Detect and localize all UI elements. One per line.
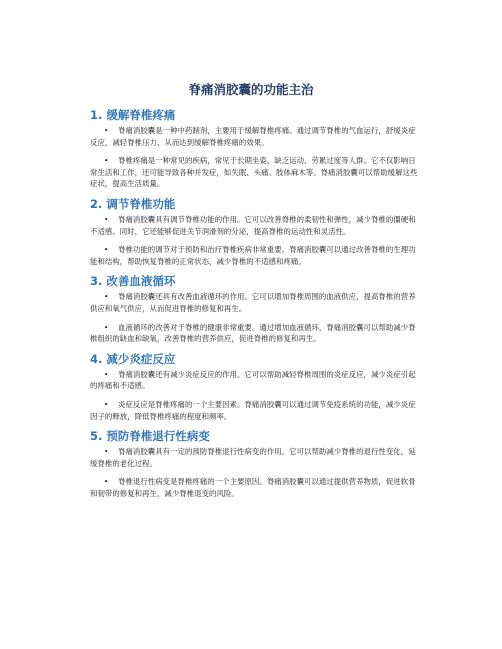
bullet-list — [90, 214, 420, 267]
list-item-text: 脊痛消胶囊是一种中药制剂，主要用于缓解脊椎疼痛。通过调节脊椎的气血运行，舒缓炎症反应，减轻脊椎压力，从而达到缓解脊椎疼痛的效果。 — [90, 126, 416, 147]
list-item-text: 脊痛消胶囊具有一定的预防脊椎退行性病变的作用。它可以帮助减少脊椎的退行性变化，延缓脊椎的老化过程。 — [90, 447, 416, 468]
list-item-text: 脊椎功能的调节对于预防和治疗脊椎疾病非常重要。脊痛消胶囊可以通过改善脊椎的生理功能和结构，帮助恢复脊椎的正常状态，减少脊椎的不适感和疼痛。 — [90, 245, 416, 266]
section-heading: 2. 调节脊椎功能 — [90, 196, 176, 211]
list-item — [90, 155, 420, 190]
bullet-list — [90, 446, 420, 499]
section-heading: 5. 预防脊椎退行性病变 — [90, 429, 210, 444]
section-5 — [90, 429, 420, 499]
section-heading: 3. 改善血液循环 — [90, 274, 176, 289]
bullet-dot-icon: • — [104, 214, 109, 224]
list-item — [90, 476, 420, 499]
section-2 — [90, 197, 420, 267]
section-1 — [90, 108, 420, 190]
bullet-dot-icon: • — [104, 245, 109, 255]
bullet-dot-icon: • — [104, 156, 109, 166]
list-item-text: 脊痛消胶囊还具有改善血液循环的作用。它可以增加脊椎周围的血液供应，提高脊椎的营养供应和氧气供应，从而促进脊椎的修复和再生。 — [90, 292, 416, 313]
bullet-list — [90, 291, 420, 344]
list-item-text: 炎症反应是脊椎疼痛的一个主要因素。脊痛消胶囊可以通过调节免疫系统的功能，减少炎症因子的释放，降低脊椎疼痛的程度和频率。 — [90, 399, 416, 421]
bullet-dot-icon: • — [104, 322, 109, 332]
list-item-text: 脊椎退行性病变是脊椎疼痛的一个主要原因。脊痛消胶囊可以通过提供营养物质，促进软骨和韧带的修复和再生，减少脊椎退变的风险。 — [90, 477, 416, 498]
bullet-dot-icon: • — [104, 369, 109, 379]
list-item — [90, 214, 420, 237]
section-heading: 4. 减少炎症反应 — [90, 351, 176, 366]
document-body — [90, 108, 420, 506]
section-3 — [90, 274, 420, 344]
bullet-list — [90, 125, 420, 190]
list-item — [90, 369, 420, 392]
list-item — [90, 244, 420, 267]
list-item-text: 血液循环的改善对于脊椎的健康非常重要。通过增加血液循环，脊痛消胶囊可以帮助减少脊椎组织的缺血和缺氧，改善脊椎的营养供应，促进脊椎的修复和再生。 — [90, 322, 416, 344]
document-title: 脊痛消胶囊的功能主治 — [188, 82, 314, 97]
bullet-dot-icon: • — [104, 126, 109, 135]
section-4 — [90, 352, 420, 422]
list-item — [90, 446, 420, 469]
bullet-dot-icon: • — [104, 292, 109, 302]
list-item — [90, 322, 420, 345]
list-item-text: 脊椎疼痛是一种常见的疾病，常见于长期坐姿、缺乏运动、劳累过度等人群。它不仅影响日常生活和工作，还可能导致各种并发症，如失眠、头痛、肢体麻木等。脊痛消胶囊可以帮助缓解这些症状，提高生活质量。 — [90, 156, 418, 189]
list-item — [90, 125, 420, 148]
section-heading: 1. 缓解脊椎疼痛 — [90, 108, 176, 122]
bullet-list — [90, 369, 420, 422]
bullet-dot-icon: • — [104, 447, 109, 457]
list-item-text: 脊痛消胶囊具有调节脊椎功能的作用。它可以改善脊椎的柔韧性和弹性，减少脊椎的僵硬和不适感。同时，它还能够促进关节润滑剂的分泌，提高脊椎的运动性和灵活性。 — [90, 214, 416, 236]
list-item — [90, 291, 420, 314]
bullet-dot-icon: • — [104, 399, 109, 409]
list-item — [90, 399, 420, 422]
list-item-text: 脊痛消胶囊还有减少炎症反应的作用。它可以帮助减轻脊椎周围的炎症反应，减少炎症引起的疼痛和不适感。 — [90, 369, 416, 391]
bullet-dot-icon: • — [104, 477, 109, 487]
